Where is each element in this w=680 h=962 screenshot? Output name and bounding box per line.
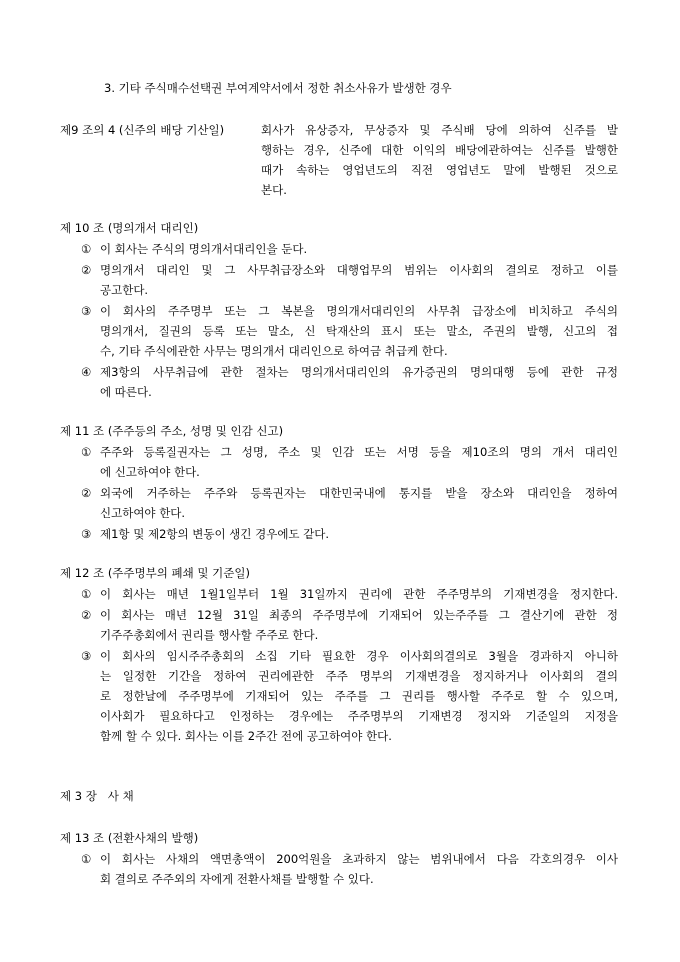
clause-line: 에 신고하여야 한다. xyxy=(100,465,200,479)
clause-line: 이 회사는 매년 12월 31일 최종의 주주명부에 기재되어 있는주주를 그 결산기에 관한 정 xyxy=(100,608,618,622)
clause-marker: ② xyxy=(81,486,92,500)
clause-line: 신고하여야 한다. xyxy=(100,506,186,520)
clause-marker: ③ xyxy=(81,527,92,541)
clause-marker: ② xyxy=(81,263,92,277)
article-11-heading: 제 11 조 (주주등의 주소, 성명 및 인감 신고) xyxy=(60,424,284,438)
clause-line: 제1항 및 제2항의 변동이 생긴 경우에도 같다. xyxy=(100,527,330,541)
article-10-heading: 제 10 조 (명의개서 대리인) xyxy=(60,221,199,235)
top-item-3: 3. 기타 주식매수선택권 부여계약서에서 정한 취소사유가 발생한 경우 xyxy=(104,81,452,95)
clause-marker: ② xyxy=(81,608,92,622)
clause-marker: ① xyxy=(81,587,92,601)
article-9-4-heading: 제9 조의 4 (신주의 배당 기산일) xyxy=(60,123,225,137)
clause-line: 기주주총회에서 권리를 행사할 주주로 한다. xyxy=(100,628,319,642)
clause-line: 외국에 거주하는 주주와 등록권자는 대한민국내에 통지를 받을 장소와 대리인을 정하여 xyxy=(100,486,618,500)
clause-marker: ④ xyxy=(81,365,92,379)
clause-line: 수, 기타 주식에관한 사무는 명의개서 대리인으로 하여금 취급케 한다. xyxy=(100,344,448,358)
clause-line: 이 회사는 매년 1월1일부터 1월 31일까지 권리에 관한 주주명부의 기재변경을 정지한다. xyxy=(100,587,618,601)
clause-line: 공고한다. xyxy=(100,283,149,297)
clause-line: 주주와 등록질권자는 그 성명, 주소 및 인감 또는 서명 등을 제10조의 명의 개서 대리인 xyxy=(100,445,618,459)
article-9-4-line: 때가 속하는 영업년도의 직전 영업년도 말에 발행된 것으로 xyxy=(261,163,618,177)
article-9-4-line: 회사가 유상증자, 무상증자 및 주식배 당에 의하여 신주를 발 xyxy=(261,123,618,137)
clause-line: 이사회가 필요하다고 인정하는 경우에는 주주명부의 기재변경 정지와 기준일의 지정을 xyxy=(100,709,618,723)
clause-line: 는 일정한 기간을 정하여 권리에관한 주주 명부의 기재변경을 정지하거나 이사회의 결의 xyxy=(100,669,618,683)
clause-line: 명의개서 대리인 및 그 사무취급장소와 대행업무의 범위는 이사회의 결의로 정하고 이를 xyxy=(100,263,618,277)
clause-marker: ① xyxy=(81,242,92,256)
clause-line: 회 결의로 주주외의 자에게 전환사채를 발행할 수 있다. xyxy=(100,872,374,886)
article-12-heading: 제 12 조 (주주명부의 폐쇄 및 기준일) xyxy=(60,566,250,580)
clause-line: 이 회사는 주식의 명의개서대리인을 둔다. xyxy=(100,242,308,256)
clause-line: 이 회사의 임시주주총회의 소집 기타 필요한 경우 이사회의결의로 3월을 경과하지 아니하 xyxy=(100,649,618,663)
clause-line: 명의개서, 질권의 등록 또는 말소, 신 탁재산의 표시 또는 말소, 주권의 발행, 신고의 접 xyxy=(100,324,618,338)
clause-marker: ③ xyxy=(81,304,92,318)
article-13-heading: 제 13 조 (전환사채의 발행) xyxy=(60,831,199,845)
clause-line: 제3항의 사무취급에 관한 절차는 명의개서대리인의 유가증권의 명의대행 등에 관한 규정 xyxy=(100,365,618,379)
chapter-3-heading: 제 3 장 사 채 xyxy=(60,789,134,803)
clause-line: 로 정한날에 주주명부에 기재되어 있는 주주를 그 권리를 행사할 주주로 할 수 있으며, xyxy=(100,689,618,703)
article-9-4-line: 행하는 경우, 신주에 대한 이익의 배당에관하여는 신주를 발행한 xyxy=(261,143,618,157)
clause-line: 에 따른다. xyxy=(100,385,152,399)
clause-line: 함께 할 수 있다. 회사는 이를 2주간 전에 공고하여야 한다. xyxy=(100,729,392,743)
clause-line: 이 회사는 사채의 액면총액이 200억원을 초과하지 않는 범위내에서 다음 각호의경우 이사 xyxy=(100,852,618,866)
clause-line: 이 회사의 주주명부 또는 그 복본을 명의개서대리인의 사무취 급장소에 비치하고 주식의 xyxy=(100,304,618,318)
clause-marker: ① xyxy=(81,445,92,459)
clause-marker: ③ xyxy=(81,649,92,663)
clause-marker: ① xyxy=(81,852,92,866)
article-9-4-line: 본다. xyxy=(261,183,287,197)
